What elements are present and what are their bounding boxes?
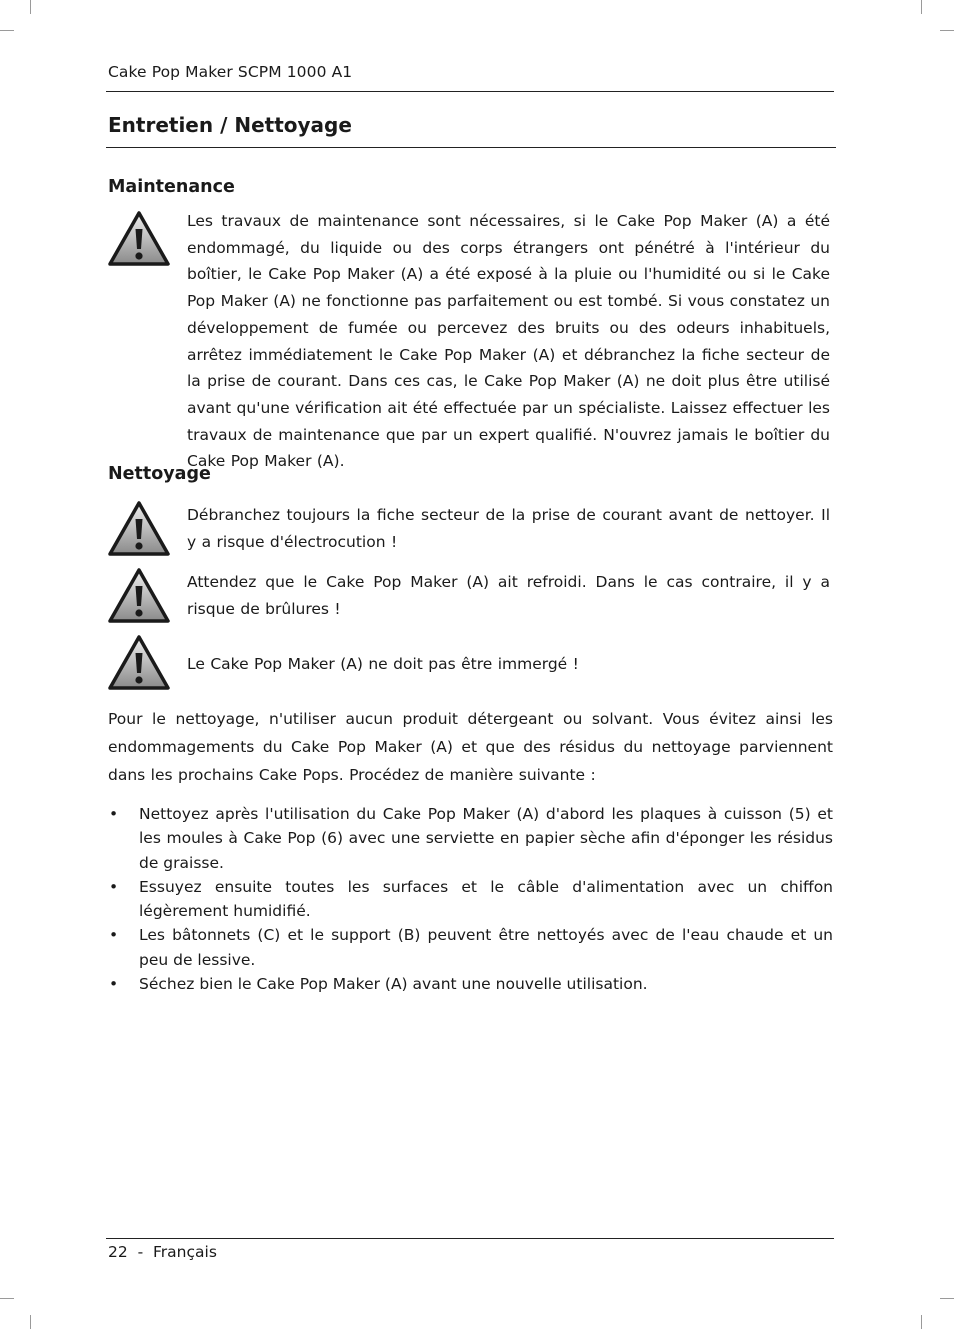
- bullet-icon: •: [109, 926, 119, 945]
- crop-mark: [940, 1298, 954, 1299]
- step-text: Séchez bien le Cake Pop Maker (A) avant une nouvelle utilisation.: [139, 975, 648, 994]
- footer-divider: [106, 1238, 834, 1239]
- cleaning-warning-text: Attendez que le Cake Pop Maker (A) ait refroidi. Dans le cas contraire, il y a risque de brûlures !: [187, 573, 830, 618]
- cleaning-warning-text: Le Cake Pop Maker (A) ne doit pas être immergé !: [187, 655, 579, 673]
- crop-mark: [30, 1315, 31, 1329]
- crop-mark: [0, 30, 14, 31]
- crop-mark: [30, 0, 31, 14]
- running-header: Cake Pop Maker SCPM 1000 A1: [108, 63, 353, 81]
- maintenance-warning-text: Les travaux de maintenance sont nécessaires, si le Cake Pop Maker (A) a été endommagé, du liquide ou des corps étrangers ont pénétré à l'intérieur du boîtier, le Cake Pop Maker (A) a été exposé à la pluie ou l'humidité ou si le Cake Pop Maker (A) ne fonctionne pas parfaitement ou est tombé. Si vous constatez un développement de fumée ou percevez des bruits ou des odeurs inhabituels, arrêtez immédiatement le Cake Pop Maker (A) et débranchez la fiche secteur de la prise de courant. Dans ces cas, le Cake Pop Maker (A) ne doit plus être utilisé avant qu'une vérification ait été effectuée par un spécialiste. Laissez effectuer les travaux de maintenance que par un expert qualifié. N'ouvrez jamais le boîtier du Cake Pop Maker (A).: [187, 212, 830, 471]
- bullet-icon: •: [109, 877, 119, 896]
- section-title: Entretien / Nettoyage: [108, 113, 352, 137]
- list-item: [108, 972, 833, 996]
- list-item: [108, 923, 833, 972]
- step-text: Essuyez ensuite toutes les surfaces et le câble d'alimentation avec un chiffon légèrement humidifié.: [139, 877, 833, 921]
- list-item: [108, 875, 833, 924]
- bullet-icon: •: [109, 805, 119, 823]
- cleaning-steps-list: [108, 802, 833, 996]
- bullet-icon: •: [109, 975, 119, 994]
- step-text: Nettoyez après l'utilisation du Cake Pop Maker (A) d'abord les plaques à cuisson (5) et les moules à Cake Pop (6) avec une serviette en papier sèche afin d'éponger les résidus de graisse.: [139, 805, 833, 872]
- crop-mark: [0, 1298, 14, 1299]
- crop-mark: [940, 30, 954, 31]
- section-divider: [106, 147, 836, 148]
- crop-mark: [921, 0, 922, 14]
- step-text: Les bâtonnets (C) et le support (B) peuvent être nettoyés avec de l'eau chaude et un peu de lessive.: [139, 926, 833, 969]
- list-item: [108, 802, 833, 875]
- page-footer: 22 - Français: [108, 1243, 217, 1261]
- warning-triangle-icon: [108, 501, 170, 556]
- cleaning-intro: Pour le nettoyage, n'utiliser aucun produit détergeant ou solvant. Vous évitez ainsi les endommagements du Cake Pop Maker (A) et que des résidus du nettoyage parviennent dans les prochains Cake Pops. Procédez de manière suivante :: [108, 710, 833, 784]
- header-divider: [106, 91, 834, 92]
- warning-triangle-icon: [108, 635, 170, 690]
- warning-triangle-icon: [108, 211, 170, 266]
- warning-triangle-icon: [108, 568, 170, 623]
- crop-mark: [921, 1315, 922, 1329]
- cleaning-warning-text: Débranchez toujours la fiche secteur de la prise de courant avant de nettoyer. Il y a risque d'électrocution !: [187, 506, 830, 551]
- maintenance-heading: Maintenance: [108, 177, 235, 197]
- cleaning-heading: Nettoyage: [108, 464, 211, 484]
